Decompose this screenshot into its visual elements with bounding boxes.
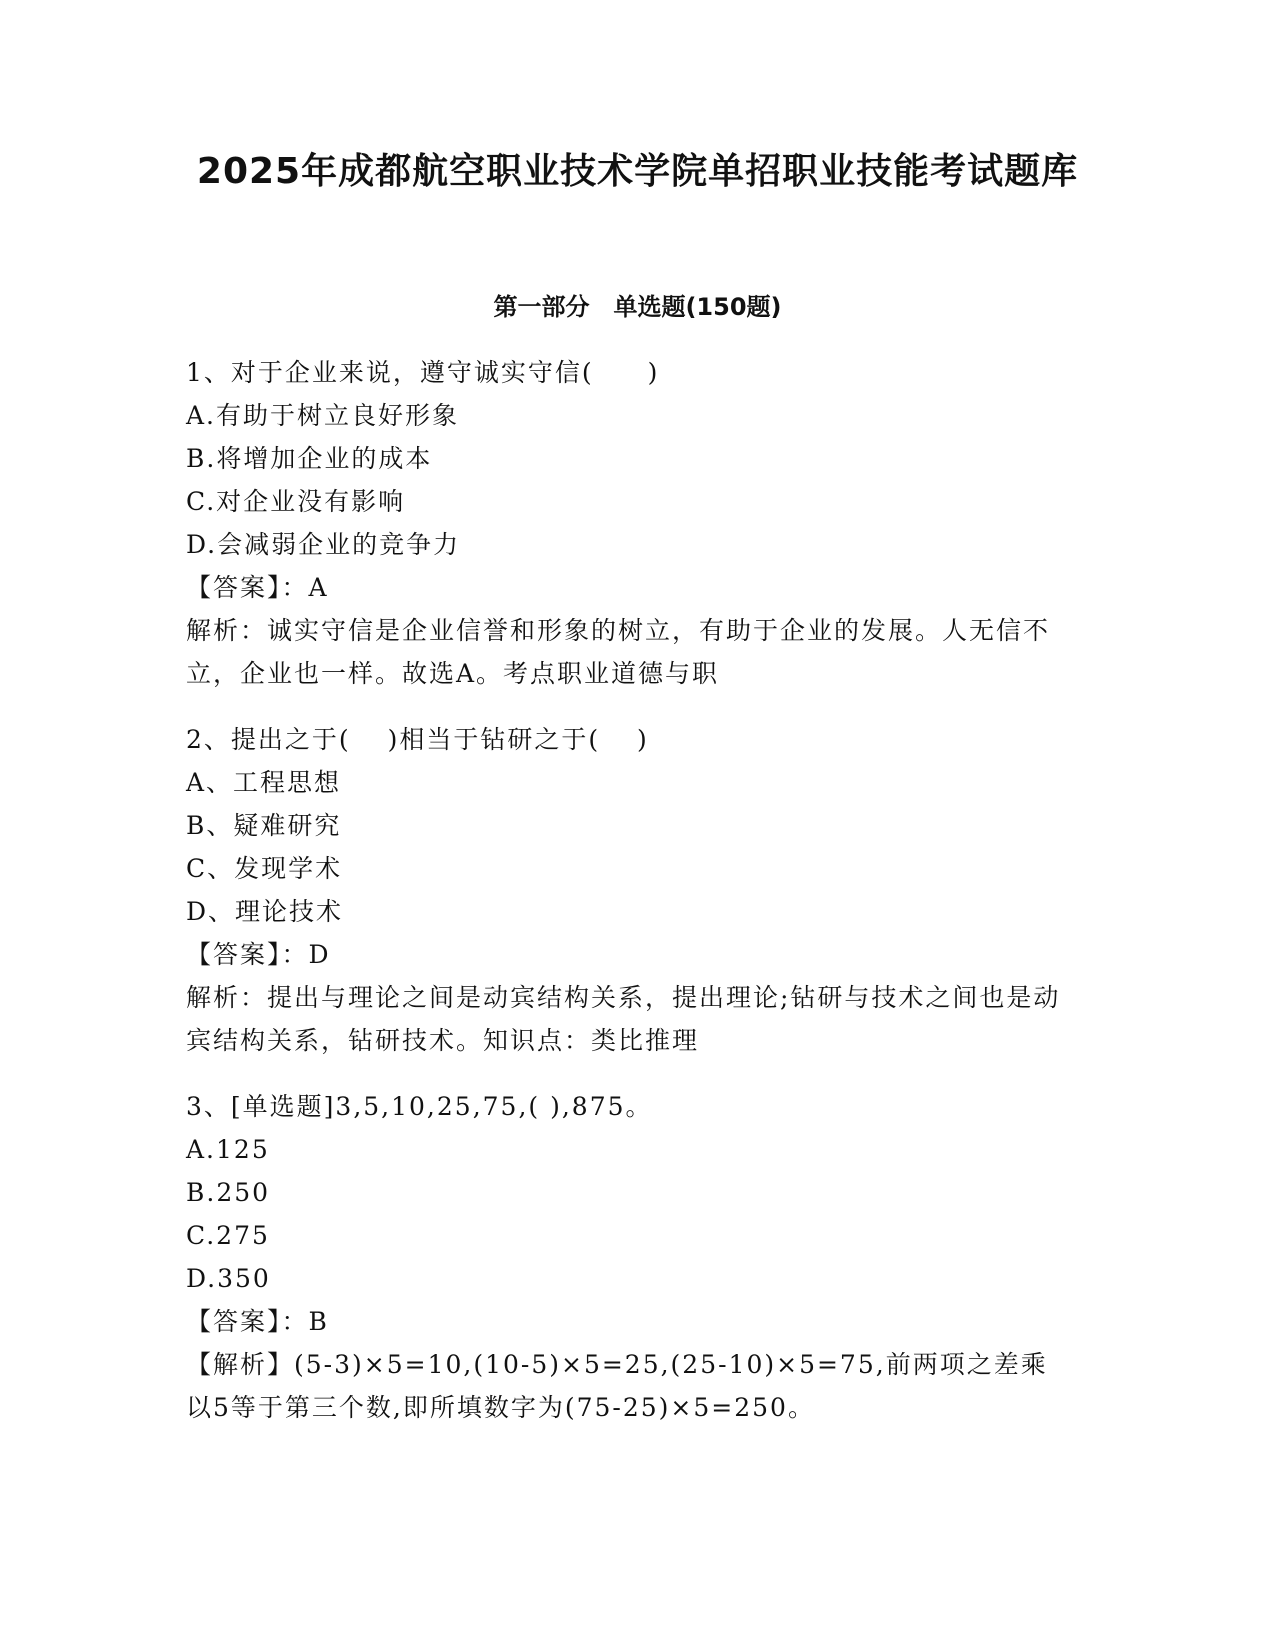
- explanation: 【解析】(5-3)×5=10,(10-5)×5=25,(25-10)×5=75,前两项之差乘以5等于第三个数,即所填数字为(75-25)×5=250。: [186, 1350, 1048, 1422]
- option-d: D、理论技术: [186, 897, 344, 926]
- explanation: 解析：提出与理论之间是动宾结构关系，提出理论;钻研与技术之间也是动宾结构关系，钻研技术。知识点：类比推理: [186, 983, 1061, 1055]
- option-c: C.275: [186, 1221, 270, 1250]
- answer-line: 【答案】：B: [186, 1307, 329, 1336]
- answer-line: 【答案】：A: [186, 573, 329, 602]
- explanation: 解析：诚实守信是企业信誉和形象的树立，有助于企业的发展。人无信不立，企业也一样。故选A。考点职业道德与职: [186, 616, 1051, 688]
- option-a: A、工程思想: [186, 768, 342, 797]
- option-b: B.将增加企业的成本: [186, 444, 433, 473]
- option-b: B、疑难研究: [186, 811, 342, 840]
- option-a: A.125: [186, 1135, 270, 1164]
- question-2: [186, 718, 1086, 1062]
- option-d: D.会减弱企业的竞争力: [186, 530, 461, 559]
- question-1: [186, 351, 1086, 695]
- question-stem: 1、对于企业来说，遵守诚实守信( ): [186, 358, 660, 387]
- option-d: D.350: [186, 1264, 271, 1293]
- option-b: B.250: [186, 1178, 271, 1207]
- document-title: 2025年成都航空职业技术学院单招职业技能考试题库: [196, 151, 1079, 192]
- section-title: 第一部分 单选题(150题): [493, 293, 782, 321]
- option-a: A.有助于树立良好形象: [186, 401, 460, 430]
- answer-line: 【答案】：D: [186, 940, 331, 969]
- question-3: [186, 1085, 1086, 1429]
- question-stem: 2、提出之于( )相当于钻研之于( ): [186, 725, 649, 754]
- option-c: C、发现学术: [186, 854, 343, 883]
- question-stem: 3、[单选题]3,5,10,25,75,( ),875。: [186, 1092, 653, 1121]
- option-c: C.对企业没有影响: [186, 487, 406, 516]
